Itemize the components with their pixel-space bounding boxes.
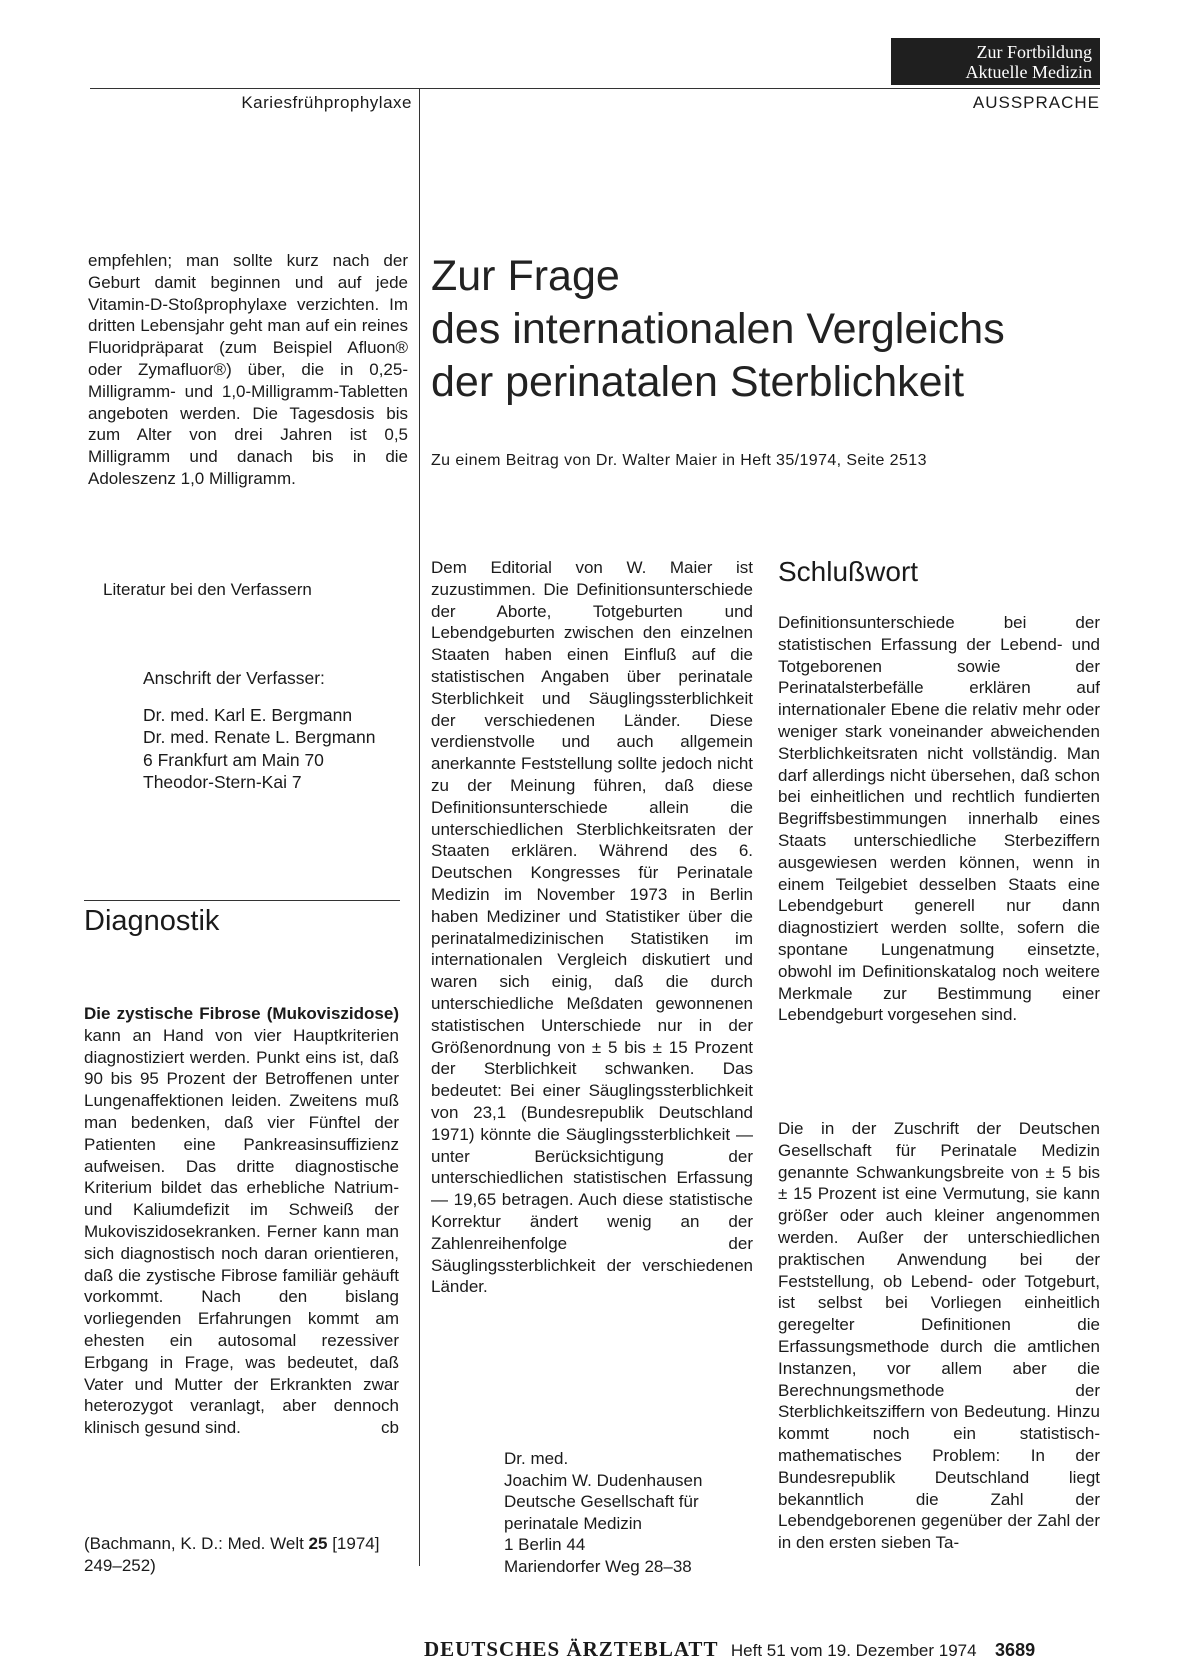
signature-line: Dr. med. [504,1449,569,1468]
diagnostik-rule [84,900,400,901]
signature-line: perinatale Medizin [504,1513,642,1533]
diagnostik-reference [84,1533,399,1577]
article-title [431,250,1111,409]
literature-note: Literatur bei den Verfassern [103,580,312,599]
reply-paragraph-2: Die in der Zuschrift der Deutschen Gesellschaft für Perinatale Medizin genannte Schwankungsbreite von ± 5 bis ± 15 Prozent ist eine Vermutung, sie kann größer oder auch kleiner angenommen werden. Außer der unterschiedlichen praktischen Anwendung bei der Feststellung, ob Lebend- oder Totgeburt, ist selbst bei Vorliegen einheitlich geregelter Definitionen die Erfassungsmethode durch die amtlichen Instanzen, vor allem aber die Berechnungsmethode der Sterblichkeitsziffern von Bedeutung. Hinzu kommt noch ein statistisch-mathematisches Problem: In der Bundesrepublik Deutschland liegt bekanntlich die Zahl der Lebendgeborenen gegenüber der Zahl der in den ersten sieben Ta- [778,1119,1100,1553]
header-rule [90,88,1100,89]
page-number: 3689 [995,1640,1036,1660]
reply-paragraph-1: Definitionsunterschiede bei der statistischen Erfassung der Lebend- und Totgeborenen sowie der Perinatalsterbefälle erklären auf internationaler Ebene die relativ mehr oder weniger stark voneinander abweichenden Sterblichkeitsraten nicht vollständig. Man darf allerdings nicht übersehen, daß schon bei einheitlichen und rechtlich fundierten Begriffsbestimmungen innerhalb eines Staats unterschiedliche Sterbeziffern ausgewiesen werden können, wenn in einem Teilgebiet desselben Staats eine Lebendgeburt generell nur dann diagnostiziert werden sollte, sofern die spontane Lungenatmung einsetzte, obwohl im Definitionskatalog noch weitere Merkmale zur Bestimmung einer Lebendgeburt vorgesehen sind. [778,613,1100,1025]
signature-line: Deutsche Gesellschaft für [504,1492,699,1511]
reference-source: (Bachmann, K. D.: Med. Welt [84,1534,309,1553]
author-initials: cb [381,1418,399,1438]
reference-volume: 25 [308,1534,328,1553]
right-section-label: AUSSPRACHE [972,93,1100,112]
address-line: Theodor-Stern-Kai 7 [143,772,302,792]
signature-line: 1 Berlin 44 [504,1535,586,1554]
diagnostik-body: kann an Hand von vier Hauptkriterien diagnostiziert werden. Punkt eins ist, daß 90 bis 95 Prozent der Betroffenen unter Lungenaffektionen leiden. Zweitens muß man bedenken, daß vier Fünftel der Patienten eine Pankreasinsuffizienz aufweisen. Das dritte diagnostische Kriterium bildet das erhebliche Natrium- und Kaliumdefizit im Schweiß der Mukoviszidosekranken. Ferner kann man sich diagnostisch noch daran orientieren, daß die zystische Fibrose familiär gehäuft vorkommt. Nach den bislang vorliegenden Erfahrungen kommt am ehesten ein autosomal rezessiver Erbgang in Frage, was bedeutet, daß Vater und Mutter der Erkrankten zwar heterozygot veranlagt, aber dennoch klinisch gesund sind. [84,1025,399,1438]
reply-heading: Schlußwort [778,556,919,587]
section-badge [891,38,1100,85]
title-line: des internationalen Vergleichs [431,305,1005,353]
letter-text: Dem Editorial von W. Maier ist zuzustimmen. Die Definitionsunterschiede der Aborte, Totgeburten und Lebendgeburten zwischen den einzelnen Staaten haben einen Einfluß auf die statistischen Angaben über perinatale Sterblichkeit und Säuglingssterblichkeit der verschiedenen Länder. Diese verdienstvolle und auch allgemein anerkannte Feststellung sollte jedoch nicht zu der Meinung führen, daß diese Definitionsunterschiede allein die unterschiedlichen Sterblichkeitsraten der Staaten erklären. Während des 6. Deutschen Kongresses für Perinatale Medizin im November 1973 in Berlin haben Mediziner und Statistiker über die perinatalmedizinischen Statistiken im internationalen Vergleich diskutiert und waren sich einig, daß die durch unterschiedliche Meßdaten gewonnenen statistischen Unterschiede nur in der Größenordnung von ± 5 bis ± 15 Prozent der Sterblichkeit schwanken. Das bedeutet: Bei einer Säuglingssterblichkeit von 23,1 (Bundesrepublik Deutschland 1971) könnte die Säuglingssterblichkeit — unter Berücksichtigung der unterschiedlichen statistischen Erfassung — 19,65 betragen. Auch diese statistische Korrektur ändert wenig an der Zahlenreihenfolge der Säuglingssterblichkeit der verschiedenen Länder. [431,558,753,1297]
article-subtitle: Zu einem Beitrag von Dr. Walter Maier in Heft 35/1974, Seite 2513 [431,452,927,469]
kariesfrueh-continuation: empfehlen; man sollte kurz nach der Geburt damit beginnen und auf jede Vitamin-D-Stoßprophylaxe verzichten. Im dritten Lebensjahr geht man auf ein reines Fluoridpräparat (zum Beispiel Afluon® oder Zymafluor®) über, die in 0,25-Milligramm- und 1,0-Milligramm-Tabletten angeboten werden. Die Tagesdosis bis zum Alter von drei Jahren ist 0,5 Milligramm und danach bis in die Adoleszenz 1,0 Milligramm. [88,251,408,488]
signature-line: Joachim W. Dudenhausen [504,1470,703,1490]
column-divider [419,88,420,1566]
diagnostik-heading: Diagnostik [84,905,220,937]
diagnostik-text [84,1003,399,1439]
badge-line-1: Zur Fortbildung [976,42,1092,62]
address-heading: Anschrift der Verfasser: [143,668,325,688]
badge-line-2: Aktuelle Medizin [965,62,1092,82]
title-line: der perinatalen Sterblichkeit [431,358,965,406]
left-section-label: Kariesfrühprophylaxe [241,93,412,112]
issue-info: Heft 51 vom 19. Dezember 1974 [730,1641,977,1660]
address-line: 6 Frankfurt am Main 70 [143,749,324,770]
title-line: Zur Frage [431,252,620,300]
page-footer [424,1637,1100,1662]
letter-signature [504,1448,702,1577]
magazine-name: DEUTSCHES ÄRZTEBLATT [424,1637,719,1661]
diagnostik-lead: Die zystische Fibrose (Mukoviszidose) [84,1004,399,1023]
address-line: Dr. med. Karl E. Bergmann [143,704,353,725]
address-line: Dr. med. Renate L. Bergmann [143,727,376,747]
signature-line: Mariendorfer Weg 28–38 [504,1556,692,1576]
author-address [143,667,375,794]
reference-pages: [1974] 249–252) [84,1534,380,1575]
